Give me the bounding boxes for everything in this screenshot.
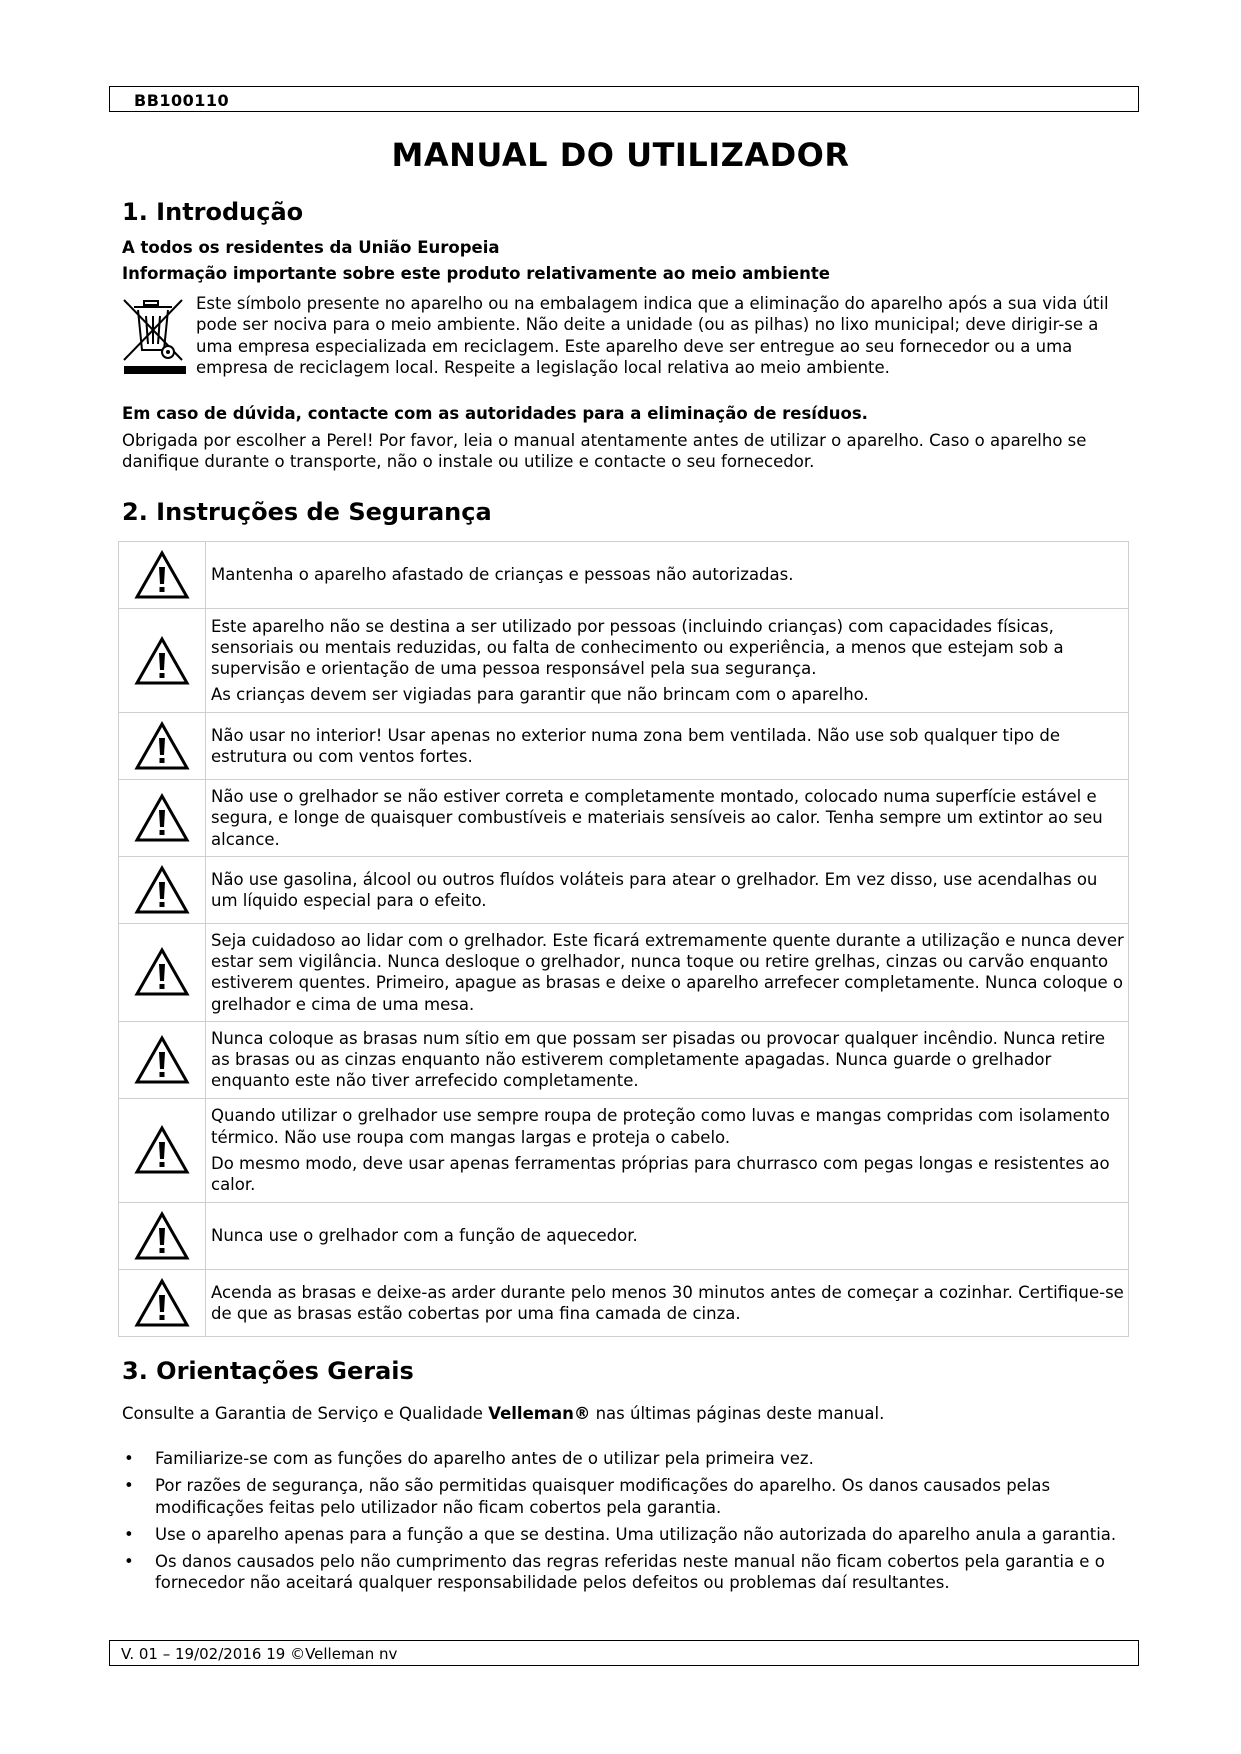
table-row	[119, 1202, 1129, 1269]
table-row	[119, 1269, 1129, 1336]
table-row	[119, 542, 1129, 609]
safety-text: Nunca use o grelhador com a função de aquecedor.	[211, 1226, 638, 1246]
section-heading-general: 3. Orientações Gerais	[122, 1357, 414, 1385]
safety-text: Mantenha o aparelho afastado de crianças e pessoas não autorizadas.	[211, 565, 794, 585]
table-row	[119, 1021, 1129, 1098]
safety-text: As crianças devem ser vigiadas para garantir que não brincam com o aparelho.	[211, 685, 869, 705]
safety-text: Não usar no interior! Usar apenas no exterior numa zona bem ventilada. Não use sob qualquer tipo de estrutura ou com ventos fortes.	[211, 725, 1060, 766]
list-item: • Use o aparelho apenas para a função a que se destina. Uma utilização não autorizada do aparelho anula a garantia.	[124, 1524, 1117, 1544]
environment-heading: Informação importante sobre este produto relativamente ao meio ambiente	[122, 264, 830, 283]
warning-triangle-icon	[134, 1125, 190, 1175]
section-heading-introduction: 1. Introdução	[122, 198, 304, 226]
table-row	[119, 857, 1129, 924]
table-row	[119, 713, 1129, 780]
list-item: • Os danos causados pelo não cumprimento das regras referidas neste manual não ficam cobertos pela garantia e o fornecedor não aceitará qualquer responsabilidade pelos defeitos ou problemas daí resultantes.	[124, 1552, 1105, 1593]
weee-disposal-text: Este símbolo presente no aparelho ou na embalagem indica que a eliminação do aparelho após a sua vida útil pode ser nociva para o meio ambiente. Não deite a unidade (ou as pilhas) no lixo municipal; deve dirigir-se a uma empresa especializada em reciclagem. Este aparelho deve ser entregue ao seu fornecedor ou a uma empresa de reciclagem local. Respeite a legislação local relativa ao meio ambiente.	[196, 294, 1109, 377]
warning-triangle-icon	[134, 947, 190, 997]
safety-text: Seja cuidadoso ao lidar com o grelhador. Este ficará extremamente quente durante a utilização e nunca dever estar sem vigilância. Nunca desloque o grelhador, nunca toque ou retire grelhas, cinzas ou carvão enquanto estiverem quentes. Primeiro, apague as brasas e deixe o aparelho arrefecer completamente. Nunca coloque o grelhador e cima de uma mesa.	[211, 931, 1124, 1014]
safety-text: Acenda as brasas e deixe-as arder durante pelo menos 30 minutos antes de começar a cozinhar. Certifique-se de que as brasas estão cobertas por uma fina camada de cinza.	[211, 1282, 1124, 1323]
safety-text: Não use gasolina, álcool ou outros fluídos voláteis para atear o grelhador. Em vez disso, use acendalhas ou um líquido especial para o efeito.	[211, 869, 1098, 910]
table-row	[119, 924, 1129, 1022]
warning-triangle-icon	[134, 550, 190, 600]
document-footer	[109, 1640, 1139, 1666]
footer-version: V. 01 – 19/02/2016 19 ©Velleman nv	[121, 1645, 398, 1663]
warning-triangle-icon	[134, 721, 190, 771]
safety-text: Este aparelho não se destina a ser utilizado por pessoas (incluindo crianças) com capacidades físicas, sensoriais ou mentais reduzidas, ou falta de conhecimento ou experiência, a menos que estejam sob a supervisão e orientação de uma pessoa responsável pela sua segurança.	[211, 616, 1064, 678]
warning-triangle-icon	[134, 1211, 190, 1261]
warning-triangle-icon	[134, 793, 190, 843]
safety-text: Nunca coloque as brasas num sítio em que possam ser pisadas ou provocar qualquer incêndio. Nunca retire as brasas ou as cinzas enquanto não estiverem completamente apagadas. Nunca guarde o grelhador enquanto este não tiver arrefecido completamente.	[211, 1029, 1106, 1091]
general-guidelines-list	[122, 1448, 1132, 1600]
list-item: • Familiarize-se com as funções do aparelho antes de o utilizar pela primeira vez.	[124, 1449, 814, 1468]
safety-instructions-table	[118, 541, 1129, 1337]
warning-triangle-icon	[134, 1035, 190, 1085]
safety-text: Não use o grelhador se não estiver correta e completamente montado, colocado numa superfície estável e segura, e longe de quaisquer combustíveis e materiais sensíveis ao calor. Tenha sempre um extintor ao seu alcance.	[211, 787, 1103, 849]
document-header	[109, 86, 1139, 112]
table-row	[119, 609, 1129, 713]
list-item: • Por razões de segurança, não são permitidas quaisquer modificações do aparelho. Os danos causados pelas modificações feitas pelo utilizador não ficam cobertos pela garantia.	[124, 1476, 1051, 1517]
product-code: BB100110	[134, 91, 230, 110]
thanks-paragraph: Obrigada por escolher a Perel! Por favor, leia o manual atentamente antes de utilizar o aparelho. Caso o aparelho se danifique durante o transporte, não o instale ou utilize e contacte o seu fornecedor.	[122, 431, 1087, 471]
warranty-reference: Consulte a Garantia de Serviço e Qualidade Velleman® nas últimas páginas deste manual.	[122, 1404, 885, 1423]
doubt-contact-line: Em caso de dúvida, contacte com as autoridades para a eliminação de resíduos.	[122, 404, 868, 423]
table-row	[119, 780, 1129, 857]
table-row	[119, 1098, 1129, 1202]
section-heading-safety: 2. Instruções de Segurança	[122, 498, 492, 526]
safety-text: Quando utilizar o grelhador use sempre roupa de proteção como luvas e mangas compridas com isolamento térmico. Não use roupa com mangas largas e proteja o cabelo.	[211, 1106, 1110, 1147]
safety-text: Do mesmo modo, deve usar apenas ferramentas próprias para churrasco com pegas longas e resistentes ao calor.	[211, 1153, 1110, 1195]
eu-residents-line: A todos os residentes da União Europeia	[122, 238, 500, 257]
warning-triangle-icon	[134, 865, 190, 915]
brand-name: Velleman®	[488, 1404, 591, 1423]
page-title: MANUAL DO UTILIZADOR	[391, 136, 850, 174]
warning-triangle-icon	[134, 636, 190, 686]
warning-triangle-icon	[134, 1278, 190, 1328]
crossed-bin-icon	[122, 296, 192, 374]
